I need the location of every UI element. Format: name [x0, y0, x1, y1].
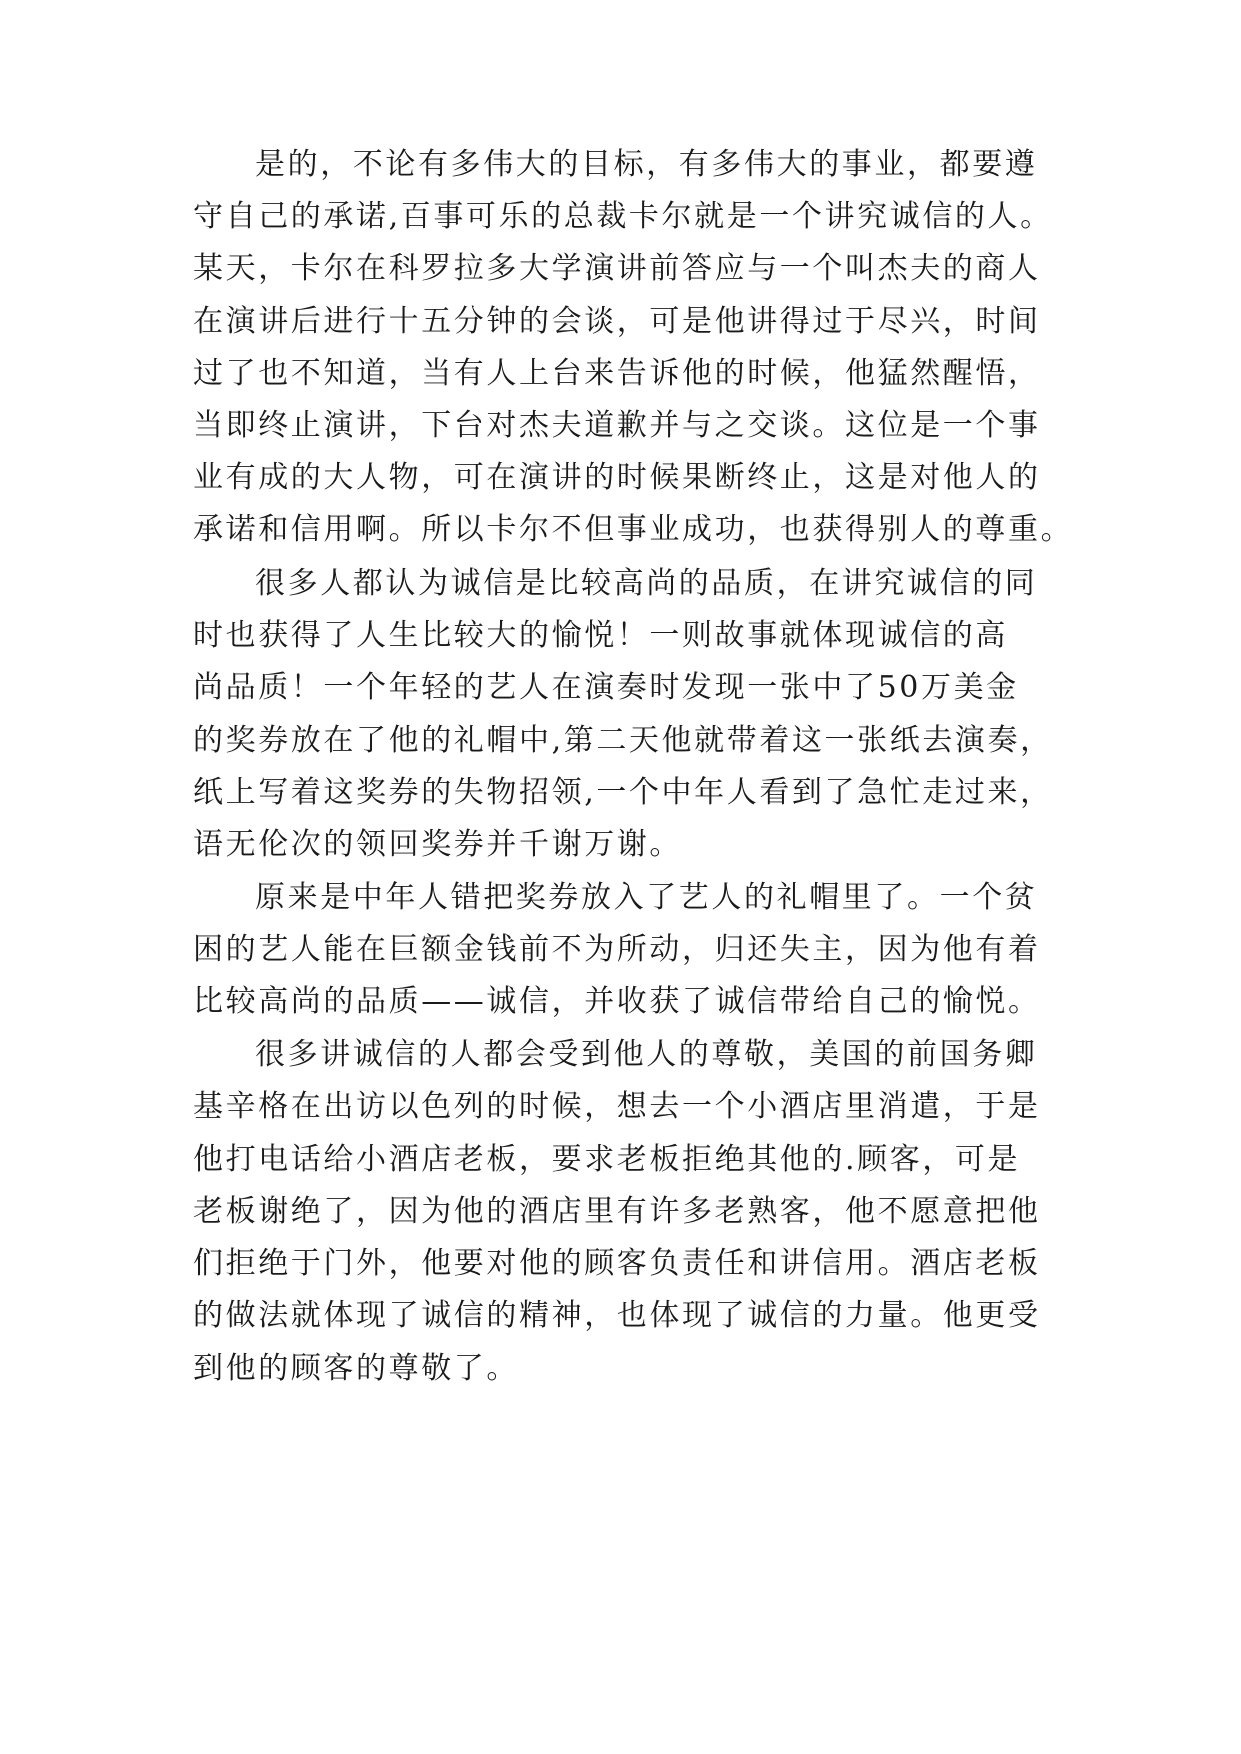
paragraph-2-line-6: 语无伦次的领回奖券并千谢万谢。: [193, 827, 682, 862]
paragraph-2-line-3: 尚品质！一个年轻的艺人在演奏时发现一张中了50万美金: [193, 670, 1019, 705]
paragraph-1-line-8: 承诺和信用啊。所以卡尔不但事业成功，也获得别人的尊重。: [193, 512, 1074, 547]
paragraph-2-line-4: 的奖券放在了他的礼帽中,第二天他就带着这一张纸去演奏，: [193, 723, 1053, 758]
paragraph-4-line-1: 很多讲诚信的人都会受到他人的尊敬，美国的前国务卿: [255, 1037, 1038, 1072]
paragraph-1-line-5: 过了也不知道，当有人上台来告诉他的时候，他猛然醒悟，: [193, 356, 1041, 391]
paragraph-4-line-4: 老板谢绝了，因为他的酒店里有许多老熟客，他不愿意把他: [193, 1194, 1041, 1229]
paragraph-4-line-7: 到他的顾客的尊敬了。: [193, 1351, 519, 1386]
paragraph-1-line-7: 业有成的大人物，可在演讲的时候果断终止，这是对他人的: [193, 460, 1041, 495]
paragraph-2-line-2: 时也获得了人生比较大的愉悦！一则故事就体现诚信的高: [193, 618, 1008, 653]
paragraph-1-line-6: 当即终止演讲，下台对杰夫道歉并与之交谈。这位是一个事: [193, 408, 1041, 443]
paragraph-4-line-6: 的做法就体现了诚信的精神，也体现了诚信的力量。他更受: [193, 1298, 1041, 1333]
paragraph-4-line-3: 他打电话给小酒店老板，要求老板拒绝其他的.顾客，可是: [193, 1142, 1021, 1177]
paragraph-3-line-2: 困的艺人能在巨额金钱前不为所动，归还失主，因为他有着: [193, 932, 1041, 967]
paragraph-1-line-1: 是的，不论有多伟大的目标，有多伟大的事业，都要遵: [255, 147, 1038, 182]
paragraph-1-line-4: 在演讲后进行十五分钟的会谈，可是他讲得过于尽兴，时间: [193, 304, 1041, 339]
paragraph-3-line-3: 比较高尚的品质——诚信，并收获了诚信带给自己的愉悦。: [193, 984, 1041, 1019]
paragraph-3-line-1: 原来是中年人错把奖券放入了艺人的礼帽里了。一个贫: [255, 880, 1038, 915]
paragraph-1-line-2: 守自己的承诺,百事可乐的总裁卡尔就是一个讲究诚信的人。: [193, 199, 1053, 234]
paragraph-4-line-5: 们拒绝于门外，他要对他的顾客负责任和讲信用。酒店老板: [193, 1246, 1041, 1281]
paragraph-2-line-5: 纸上写着这奖券的失物招领,一个中年人看到了急忙走过来，: [193, 775, 1053, 810]
paragraph-2-line-1: 很多人都认为诚信是比较高尚的品质，在讲究诚信的同: [255, 566, 1038, 601]
paragraph-1-line-3: 某天，卡尔在科罗拉多大学演讲前答应与一个叫杰夫的商人: [193, 251, 1041, 286]
paragraph-4-line-2: 基辛格在出访以色列的时候，想去一个小酒店里消遣，于是: [193, 1089, 1041, 1124]
